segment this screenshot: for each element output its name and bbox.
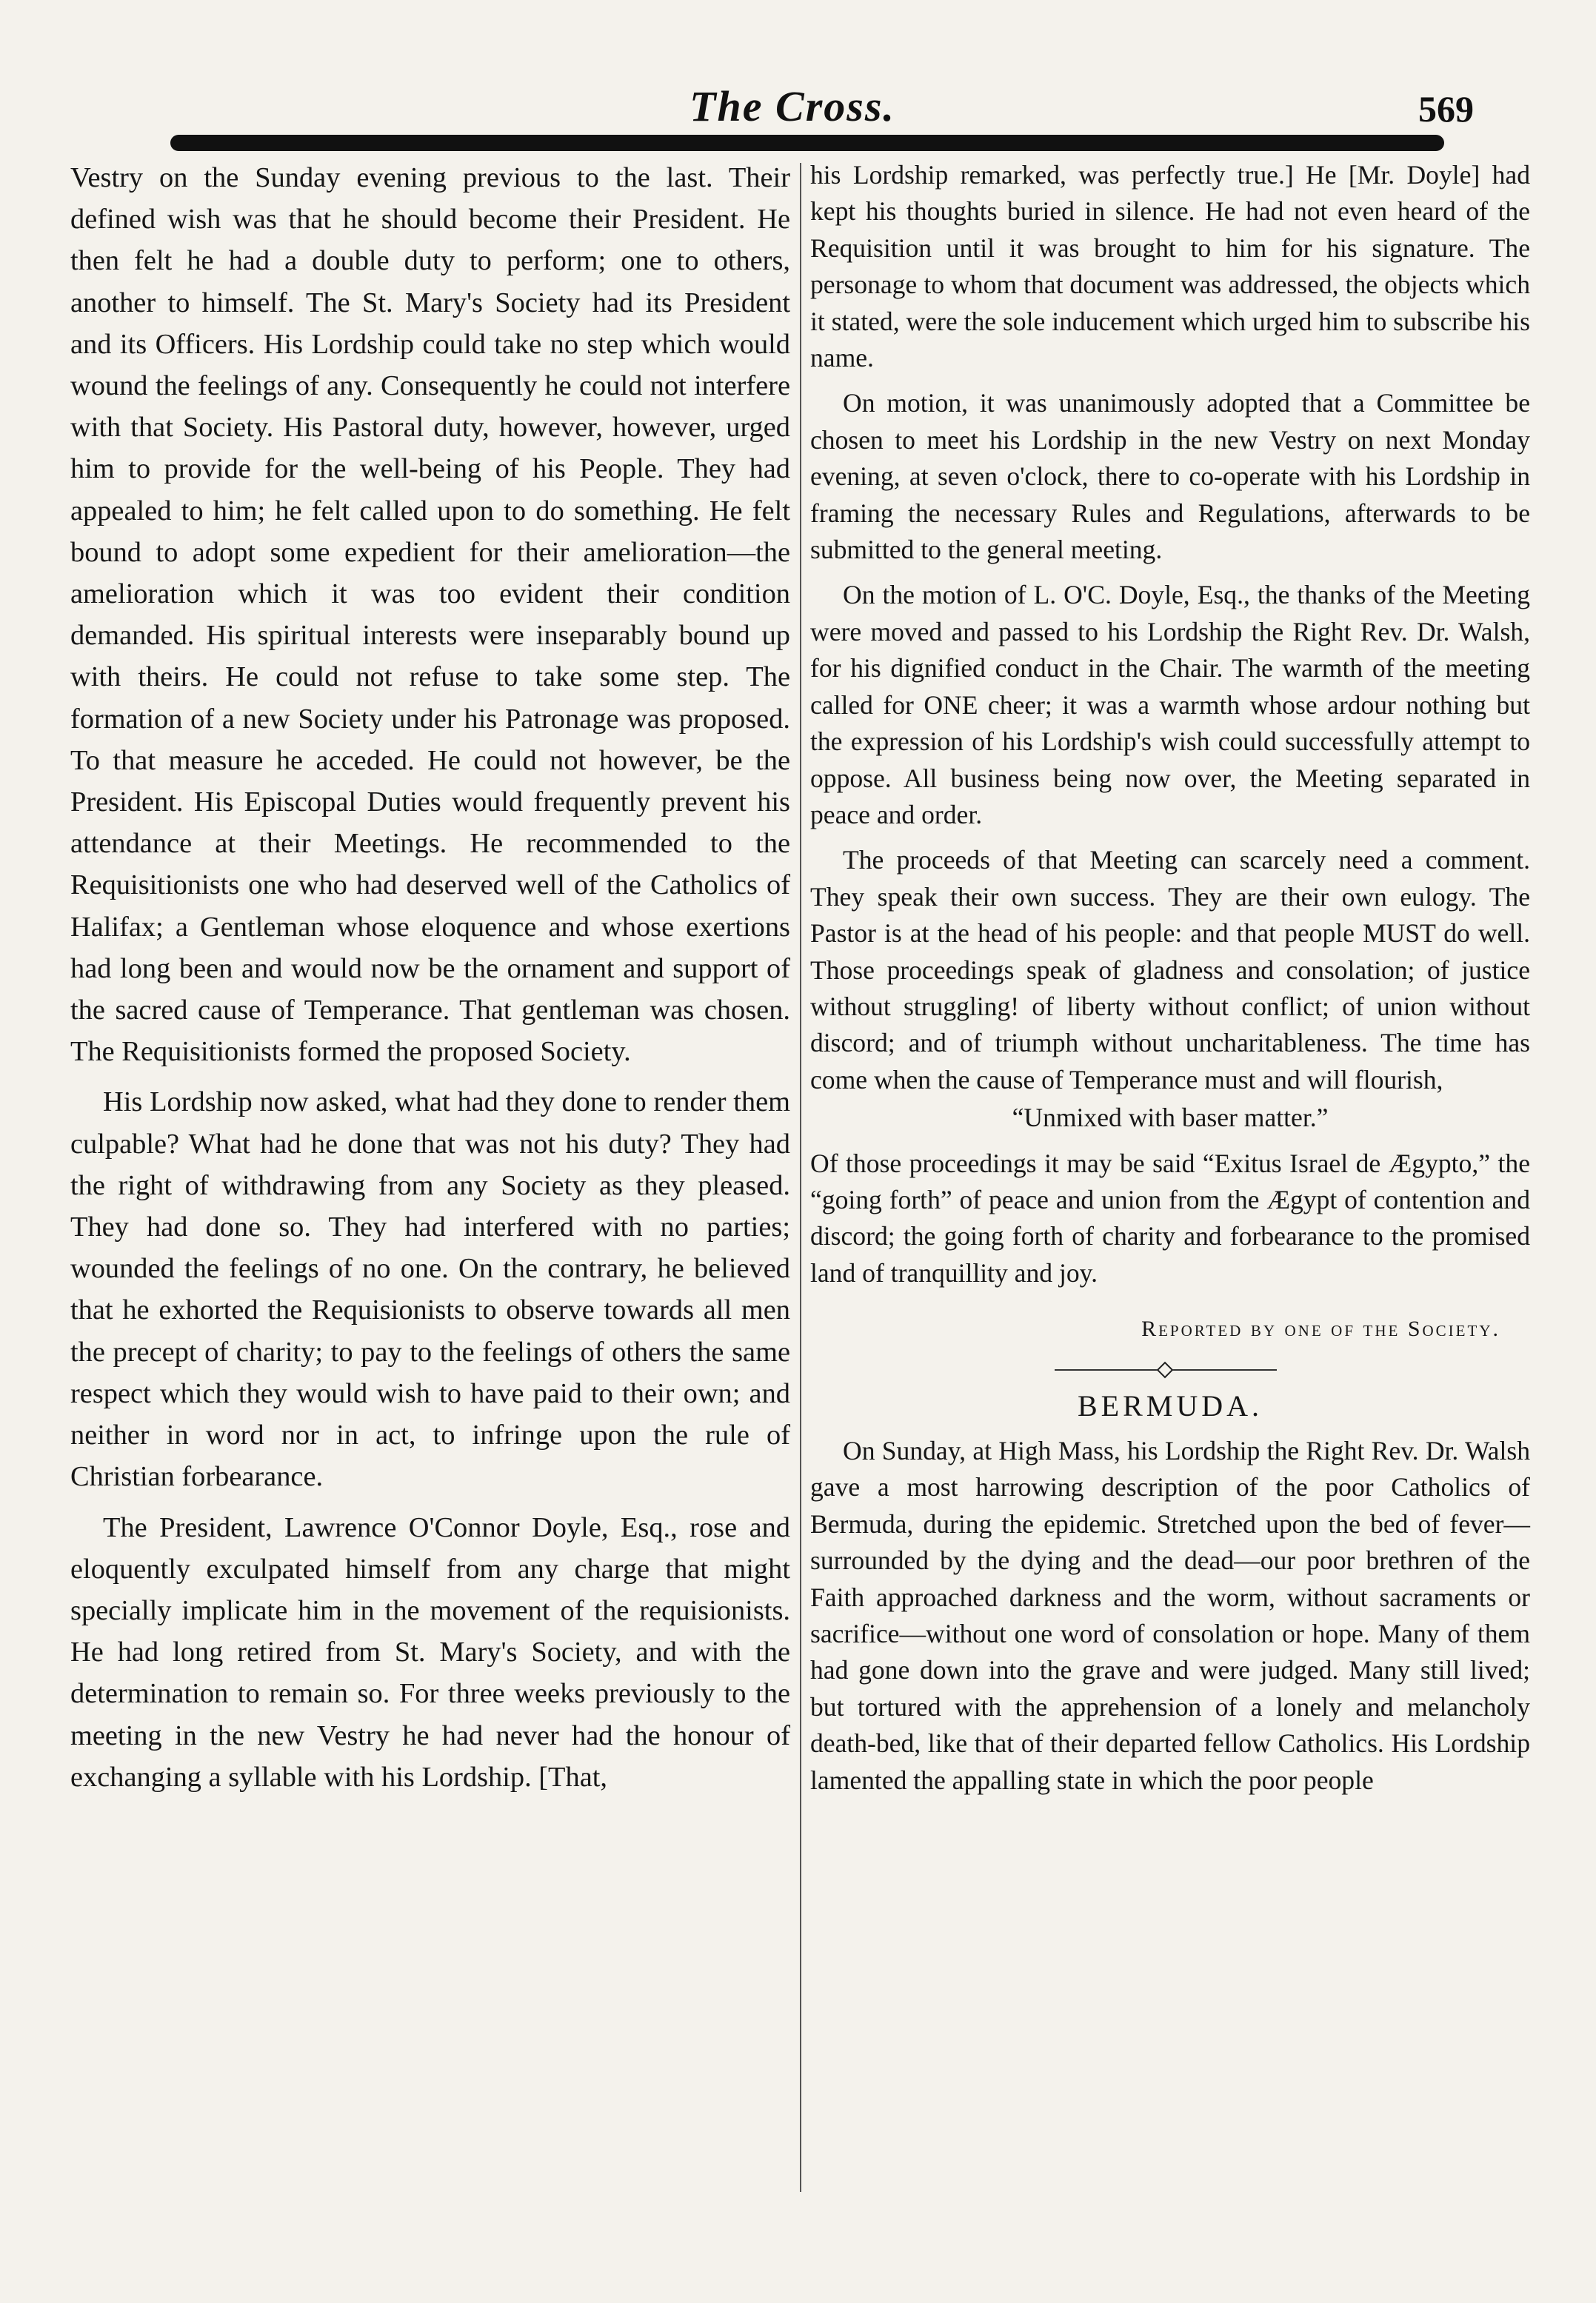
paragraph: On the motion of L. O'C. Doyle, Esq., the thanks of the Meeting were moved and passed to his Lordship the Right Rev. Dr. Walsh, for his dignified conduct in the Chair. The warmth of the meeting called for ONE cheer; it was a warmth whose ardour nothing but the expression of his Lordship's wish could successfully attempt to oppose. All business being now over, the Meeting separated in peace and order. <box>810 580 1530 829</box>
column-divider <box>800 163 801 2192</box>
left-column <box>70 157 790 1798</box>
diamond-icon <box>1157 1361 1174 1378</box>
paragraph: On motion, it was unanimously adopted that a Committee be chosen to meet his Lordship in the new Vestry on next Monday evening, at seven o'clock, there to co-operate with his Lordship in framing the necessary Rules and Regulations, afterwards to be submitted to the general meeting. <box>810 388 1530 565</box>
byline: Reported by one of the Society. <box>1141 1317 1500 1342</box>
quotation: “Unmixed with baser matter.” <box>1012 1103 1329 1133</box>
page-number: 569 <box>1418 88 1474 130</box>
masthead-title: The Cross. <box>690 82 895 130</box>
section-ornament <box>810 1363 1530 1377</box>
right-column <box>810 157 1530 1799</box>
section-title: BERMUDA. <box>1077 1388 1263 1423</box>
header-rule <box>170 135 1444 151</box>
paragraph: his Lordship remarked, was perfectly true.] He [Mr. Doyle] had kept his thoughts buried in silence. He had not even heard of the Requisition until it was brought to him for his signature. The personage to whom that document was addressed, the objects which it stated, were the sole inducement which urged him to subscribe his name. <box>810 160 1530 373</box>
paragraph: The proceeds of that Meeting can scarcely need a comment. They speak their own success. They are their own eulogy. The Pastor is at the head of his people: and that people MUST do well. Those proceedings speak of gladness and consolation; of justice without struggling! of liberty without conflict; of union without discord; and of triumph without uncharitableness. The time has come when the cause of Temperance must and will flourish, <box>810 845 1530 1094</box>
paragraph: On Sunday, at High Mass, his Lordship the Right Rev. Dr. Walsh gave a most harrowing description of the poor Catholics of Bermuda, during the epidemic. Stretched upon the bed of fever—surrounded by the dying and the dead—our poor brethren of the Faith approached darkness and the worm, without sacraments or sacrifice—without one word of consolation or hope. Many of them had gone down into the grave and were judged. Many still lived; but tortured with the apprehension of a lonely and melancholy death-bed, like that of their departed fellow Catholics. His Lordship lamented the appalling state in which the poor people <box>810 1436 1530 1795</box>
paragraph: Vestry on the Sunday evening previous to the last. Their defined wish was that he should become their President. He then felt he had a double duty to perform; one to others, another to himself. The St. Mary's Society had its President and its Officers. His Lordship could take no step which would wound the feelings of any. Consequently he could not interfere with that Society. His Pastoral duty, however, however, urged him to provide for the well-being of his People. They had appealed to him; he felt called upon to do something. He felt bound to adopt some expedient for their amelioration—the amelioration which it was too evident their condition demanded. His spiritual interests were inseparably bound up with theirs. He could not refuse to take some step. The formation of a new Society under his Patronage was proposed. To that measure he acceded. He could not however, be the President. His Episcopal Duties would frequently prevent his attendance at their Meetings. He recommended to the Requisitionists one who had deserved well of the Catholics of Halifax; a Gentleman whose eloquence and whose exertions had long been and would now be the ornament and support of the sacred cause of Temperance. That gentleman was chosen. The Requisitionists formed the proposed Society. <box>70 162 790 1068</box>
paragraph: Of those proceedings it may be said “Exitus Israel de Ægypto,” the “going forth” of peace and union from the Ægypt of contention and discord; the going forth of charity and forbearance to the promised land of tranquillity and joy. <box>810 1148 1530 1288</box>
page-header <box>156 52 1474 156</box>
paragraph: His Lordship now asked, what had they done to render them culpable? What had he done that was not his duty? They had the right of withdrawing from any Society as they pleased. They had done so. They had interfered with no parties; wounded the feelings of no one. On the contrary, he believed that he exhorted the Requisionists to observe towards all men the precept of charity; to pay to the feelings of others the same respect which they would wish to have paid to their own; and neither in word nor in act, to infringe upon the rule of Christian forbearance. <box>70 1086 790 1493</box>
paragraph: The President, Lawrence O'Connor Doyle, Esq., rose and eloquently exculpated himself from any charge that might specially implicate him in the movement of the requisionists. He had long retired from St. Mary's Society, and with the determination to remain so. For three weeks previously to the meeting in the new Vestry he had never had the honour of exchanging a syllable with his Lordship. [That, <box>70 1511 790 1793</box>
